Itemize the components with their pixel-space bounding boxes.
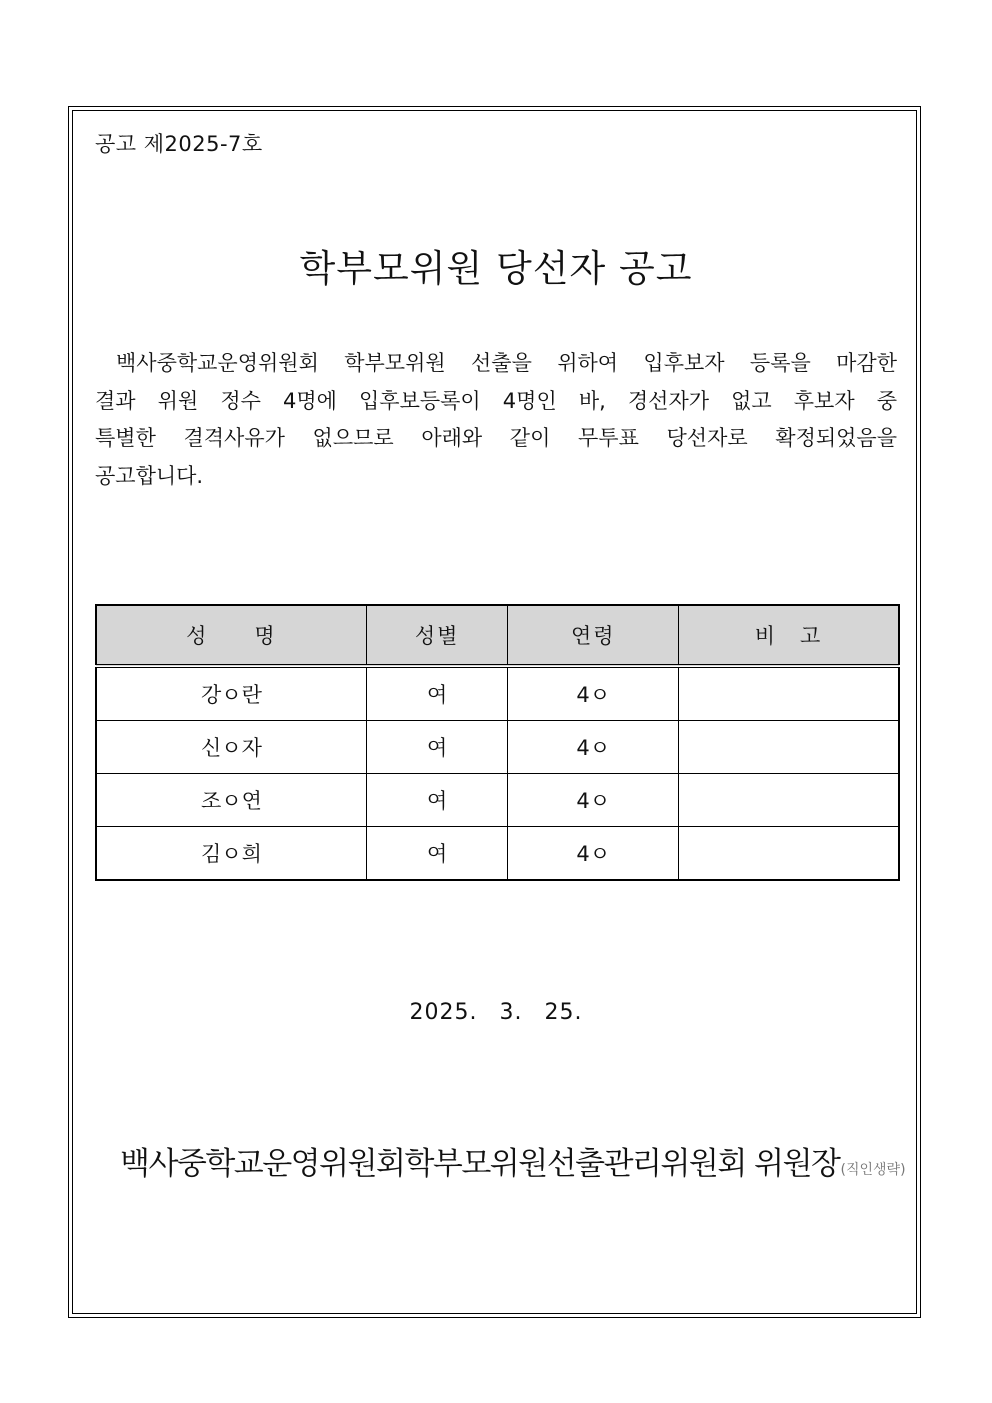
cell-remarks [679,774,899,827]
body-line: 특별한 결격사유가 없으므로 아래와 같이 무투표 당선자로 확정되었음을 [95,426,897,450]
cell-name: 김ㅇ희 [96,827,366,881]
notice-body [95,345,897,495]
header-remarks: 비 고 [679,605,899,666]
signer-block [120,1138,906,1183]
signer-title: 백사중학교운영위원회학부모위원선출관리위원회 위원장 [120,1146,840,1182]
cell-name: 조ㅇ연 [96,774,366,827]
table-row [96,774,899,827]
cell-remarks [679,827,899,881]
cell-age: 4ㅇ [508,774,679,827]
body-line: 백사중학교운영위원회 학부모위원 선출을 위하여 입후보자 등록을 마감한 [116,351,897,375]
header-gender: 성별 [366,605,508,666]
elected-members-table [95,604,900,881]
cell-age: 4ㅇ [508,827,679,881]
cell-gender: 여 [366,774,508,827]
cell-name: 신ㅇ자 [96,721,366,774]
cell-gender: 여 [366,827,508,881]
cell-remarks [679,666,899,721]
header-name: 성 명 [96,605,366,666]
notice-date: 2025. 3. 25. [409,1000,583,1025]
table-header-row [96,605,899,666]
cell-name: 강ㅇ란 [96,666,366,721]
body-line: 결과 위원 정수 4명에 입후보등록이 4명인 바, 경선자가 없고 후보자 중 [95,388,897,413]
header-age: 연령 [508,605,679,666]
cell-remarks [679,721,899,774]
notice-number: 공고 제2025-7호 [95,132,263,156]
table-row [96,721,899,774]
table-row [96,827,899,881]
cell-gender: 여 [366,721,508,774]
body-line: 공고합니다. [95,463,204,488]
seal-omitted-note: (직인생략) [840,1162,906,1178]
cell-age: 4ㅇ [508,666,679,721]
cell-gender: 여 [366,666,508,721]
cell-age: 4ㅇ [508,721,679,774]
table-row [96,666,899,721]
page-title: 학부모위원 당선자 공고 [299,247,693,290]
